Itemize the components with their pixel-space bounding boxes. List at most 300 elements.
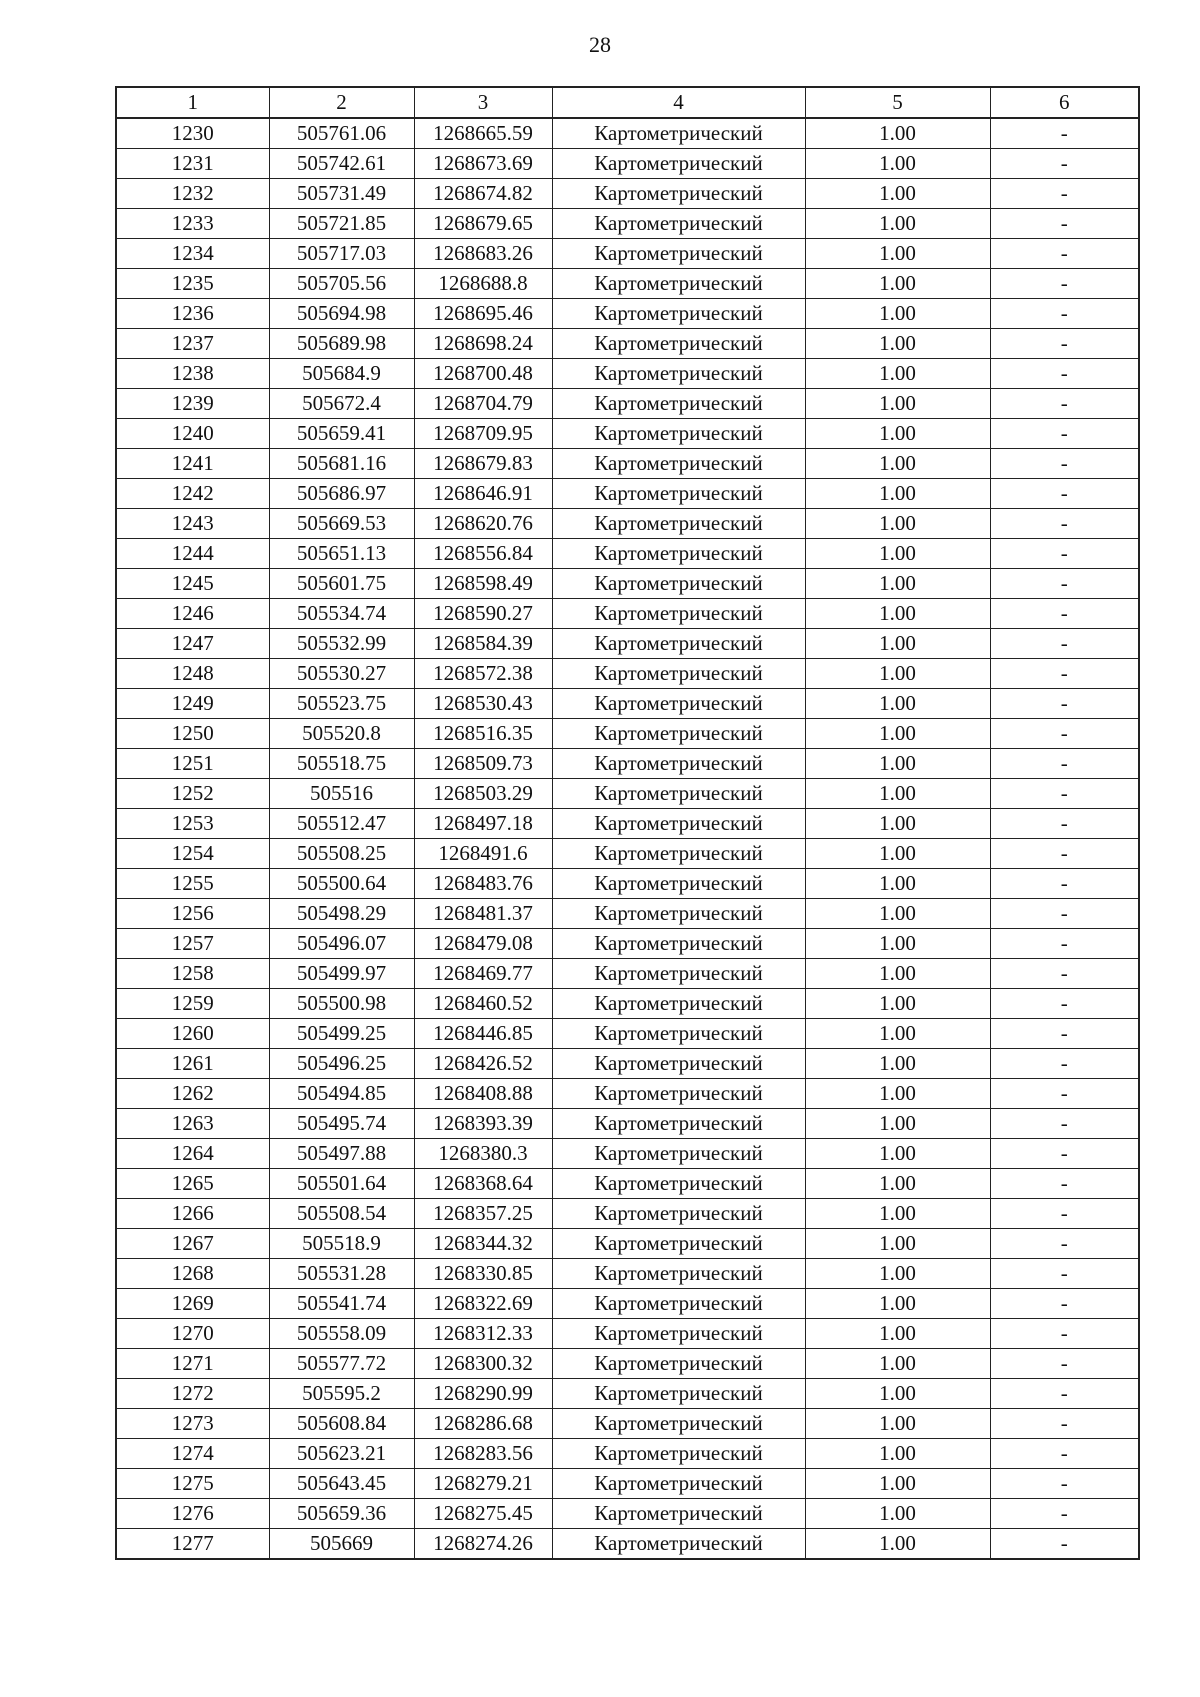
method-cell: Картометрический [552,1469,805,1499]
x-coordinate-cell: 505705.56 [269,269,414,299]
point-number-cell: 1251 [116,749,269,779]
point-number-cell: 1246 [116,599,269,629]
point-number-cell: 1239 [116,389,269,419]
x-coordinate-cell: 505498.29 [269,899,414,929]
method-cell: Картометрический [552,1049,805,1079]
note-cell: - [990,809,1139,839]
table-row [116,329,1139,359]
method-cell: Картометрический [552,1079,805,1109]
note-cell: - [990,209,1139,239]
method-cell: Картометрический [552,839,805,869]
point-number-cell: 1259 [116,989,269,1019]
point-number-cell: 1268 [116,1259,269,1289]
y-coordinate-cell: 1268446.85 [414,1019,552,1049]
point-number-cell: 1267 [116,1229,269,1259]
method-cell: Картометрический [552,1319,805,1349]
table-row [116,209,1139,239]
table-row [116,1529,1139,1560]
accuracy-cell: 1.00 [805,1079,990,1109]
table-row [116,449,1139,479]
note-cell: - [990,269,1139,299]
y-coordinate-cell: 1268380.3 [414,1139,552,1169]
x-coordinate-cell: 505530.27 [269,659,414,689]
note-cell: - [990,239,1139,269]
note-cell: - [990,118,1139,149]
table-row [116,149,1139,179]
table-row [116,659,1139,689]
note-cell: - [990,419,1139,449]
y-coordinate-cell: 1268479.08 [414,929,552,959]
table-row [116,1319,1139,1349]
table-row [116,1259,1139,1289]
y-coordinate-cell: 1268683.26 [414,239,552,269]
x-coordinate-cell: 505577.72 [269,1349,414,1379]
method-cell: Картометрический [552,629,805,659]
method-cell: Картометрический [552,1259,805,1289]
accuracy-cell: 1.00 [805,989,990,1019]
x-coordinate-cell: 505496.07 [269,929,414,959]
x-coordinate-cell: 505496.25 [269,1049,414,1079]
method-cell: Картометрический [552,1499,805,1529]
point-number-cell: 1276 [116,1499,269,1529]
method-cell: Картометрический [552,599,805,629]
y-coordinate-cell: 1268572.38 [414,659,552,689]
point-number-cell: 1254 [116,839,269,869]
table-row [116,1019,1139,1049]
accuracy-cell: 1.00 [805,118,990,149]
point-number-cell: 1241 [116,449,269,479]
method-cell: Картометрический [552,269,805,299]
note-cell: - [990,299,1139,329]
table-header [116,87,1139,118]
x-coordinate-cell: 505643.45 [269,1469,414,1499]
method-cell: Картометрический [552,779,805,809]
point-number-cell: 1257 [116,929,269,959]
method-cell: Картометрический [552,479,805,509]
table-row [116,1379,1139,1409]
accuracy-cell: 1.00 [805,1199,990,1229]
x-coordinate-cell: 505595.2 [269,1379,414,1409]
note-cell: - [990,1319,1139,1349]
table-row [116,749,1139,779]
note-cell: - [990,1439,1139,1469]
accuracy-cell: 1.00 [805,539,990,569]
note-cell: - [990,449,1139,479]
method-cell: Картометрический [552,1439,805,1469]
y-coordinate-cell: 1268279.21 [414,1469,552,1499]
method-cell: Картометрический [552,329,805,359]
x-coordinate-cell: 505501.64 [269,1169,414,1199]
table-row [116,689,1139,719]
note-cell: - [990,1379,1139,1409]
y-coordinate-cell: 1268322.69 [414,1289,552,1319]
table-row [116,1469,1139,1499]
note-cell: - [990,1499,1139,1529]
x-coordinate-cell: 505497.88 [269,1139,414,1169]
table-row [116,118,1139,149]
note-cell: - [990,959,1139,989]
y-coordinate-cell: 1268709.95 [414,419,552,449]
point-number-cell: 1243 [116,509,269,539]
method-cell: Картометрический [552,299,805,329]
method-cell: Картометрический [552,899,805,929]
method-cell: Картометрический [552,359,805,389]
table-row [116,509,1139,539]
accuracy-cell: 1.00 [805,479,990,509]
accuracy-cell: 1.00 [805,329,990,359]
point-number-cell: 1237 [116,329,269,359]
point-number-cell: 1233 [116,209,269,239]
y-coordinate-cell: 1268274.26 [414,1529,552,1560]
note-cell: - [990,1139,1139,1169]
method-cell: Картометрический [552,809,805,839]
x-coordinate-cell: 505689.98 [269,329,414,359]
y-coordinate-cell: 1268286.68 [414,1409,552,1439]
table-body [116,118,1139,1559]
x-coordinate-cell: 505608.84 [269,1409,414,1439]
y-coordinate-cell: 1268426.52 [414,1049,552,1079]
method-cell: Картометрический [552,1379,805,1409]
method-cell: Картометрический [552,1289,805,1319]
note-cell: - [990,1259,1139,1289]
accuracy-cell: 1.00 [805,779,990,809]
table-row [116,179,1139,209]
x-coordinate-cell: 505520.8 [269,719,414,749]
y-coordinate-cell: 1268674.82 [414,179,552,209]
x-coordinate-cell: 505601.75 [269,569,414,599]
table-row [116,1499,1139,1529]
table-row [116,1169,1139,1199]
accuracy-cell: 1.00 [805,569,990,599]
accuracy-cell: 1.00 [805,689,990,719]
point-number-cell: 1269 [116,1289,269,1319]
method-cell: Картометрический [552,1229,805,1259]
accuracy-cell: 1.00 [805,419,990,449]
point-number-cell: 1262 [116,1079,269,1109]
y-coordinate-cell: 1268509.73 [414,749,552,779]
y-coordinate-cell: 1268530.43 [414,689,552,719]
accuracy-cell: 1.00 [805,1049,990,1079]
y-coordinate-cell: 1268673.69 [414,149,552,179]
method-cell: Картометрический [552,209,805,239]
point-number-cell: 1235 [116,269,269,299]
note-cell: - [990,839,1139,869]
y-coordinate-cell: 1268283.56 [414,1439,552,1469]
x-coordinate-cell: 505508.25 [269,839,414,869]
x-coordinate-cell: 505669.53 [269,509,414,539]
y-coordinate-cell: 1268300.32 [414,1349,552,1379]
note-cell: - [990,1469,1139,1499]
note-cell: - [990,509,1139,539]
method-cell: Картометрический [552,1349,805,1379]
accuracy-cell: 1.00 [805,869,990,899]
x-coordinate-cell: 505669 [269,1529,414,1560]
point-number-cell: 1248 [116,659,269,689]
table-row [116,359,1139,389]
accuracy-cell: 1.00 [805,239,990,269]
point-number-cell: 1249 [116,689,269,719]
method-cell: Картометрический [552,569,805,599]
table-row [116,599,1139,629]
y-coordinate-cell: 1268590.27 [414,599,552,629]
table-row [116,1439,1139,1469]
note-cell: - [990,899,1139,929]
point-number-cell: 1273 [116,1409,269,1439]
note-cell: - [990,149,1139,179]
method-cell: Картометрический [552,1139,805,1169]
point-number-cell: 1242 [116,479,269,509]
table-row [116,239,1139,269]
x-coordinate-cell: 505651.13 [269,539,414,569]
y-coordinate-cell: 1268290.99 [414,1379,552,1409]
x-coordinate-cell: 505659.41 [269,419,414,449]
accuracy-cell: 1.00 [805,839,990,869]
table-row [116,839,1139,869]
x-coordinate-cell: 505541.74 [269,1289,414,1319]
y-coordinate-cell: 1268393.39 [414,1109,552,1139]
note-cell: - [990,539,1139,569]
y-coordinate-cell: 1268368.64 [414,1169,552,1199]
method-cell: Картометрический [552,1409,805,1439]
point-number-cell: 1231 [116,149,269,179]
x-coordinate-cell: 505495.74 [269,1109,414,1139]
table-row [116,869,1139,899]
table-row [116,629,1139,659]
y-coordinate-cell: 1268556.84 [414,539,552,569]
accuracy-cell: 1.00 [805,179,990,209]
note-cell: - [990,569,1139,599]
method-cell: Картометрический [552,929,805,959]
table-row [116,1409,1139,1439]
accuracy-cell: 1.00 [805,1289,990,1319]
x-coordinate-cell: 505512.47 [269,809,414,839]
table-row [116,809,1139,839]
table-row [116,299,1139,329]
note-cell: - [990,719,1139,749]
column-header: 4 [552,87,805,118]
x-coordinate-cell: 505659.36 [269,1499,414,1529]
accuracy-cell: 1.00 [805,1259,990,1289]
point-number-cell: 1272 [116,1379,269,1409]
accuracy-cell: 1.00 [805,1109,990,1139]
accuracy-cell: 1.00 [805,1469,990,1499]
x-coordinate-cell: 505721.85 [269,209,414,239]
note-cell: - [990,869,1139,899]
point-number-cell: 1250 [116,719,269,749]
y-coordinate-cell: 1268516.35 [414,719,552,749]
point-number-cell: 1240 [116,419,269,449]
table-row [116,719,1139,749]
note-cell: - [990,929,1139,959]
method-cell: Картометрический [552,1109,805,1139]
table-row [116,929,1139,959]
point-number-cell: 1261 [116,1049,269,1079]
point-number-cell: 1255 [116,869,269,899]
method-cell: Картометрический [552,118,805,149]
table-row [116,1289,1139,1319]
point-number-cell: 1252 [116,779,269,809]
method-cell: Картометрический [552,1169,805,1199]
table-row [116,1079,1139,1109]
note-cell: - [990,1289,1139,1319]
x-coordinate-cell: 505672.4 [269,389,414,419]
column-header: 3 [414,87,552,118]
point-number-cell: 1238 [116,359,269,389]
accuracy-cell: 1.00 [805,599,990,629]
table-row [116,569,1139,599]
point-number-cell: 1271 [116,1349,269,1379]
table-row [116,899,1139,929]
column-header: 2 [269,87,414,118]
table-row [116,1199,1139,1229]
x-coordinate-cell: 505523.75 [269,689,414,719]
point-number-cell: 1266 [116,1199,269,1229]
point-number-cell: 1263 [116,1109,269,1139]
method-cell: Картометрический [552,449,805,479]
y-coordinate-cell: 1268330.85 [414,1259,552,1289]
y-coordinate-cell: 1268646.91 [414,479,552,509]
y-coordinate-cell: 1268698.24 [414,329,552,359]
table-row [116,1349,1139,1379]
accuracy-cell: 1.00 [805,1019,990,1049]
accuracy-cell: 1.00 [805,509,990,539]
y-coordinate-cell: 1268460.52 [414,989,552,1019]
point-number-cell: 1232 [116,179,269,209]
x-coordinate-cell: 505532.99 [269,629,414,659]
table-row [116,779,1139,809]
method-cell: Картометрический [552,749,805,779]
accuracy-cell: 1.00 [805,1349,990,1379]
y-coordinate-cell: 1268312.33 [414,1319,552,1349]
method-cell: Картометрический [552,1019,805,1049]
x-coordinate-cell: 505623.21 [269,1439,414,1469]
note-cell: - [990,1079,1139,1109]
note-cell: - [990,1229,1139,1259]
accuracy-cell: 1.00 [805,359,990,389]
table-row [116,419,1139,449]
point-number-cell: 1274 [116,1439,269,1469]
accuracy-cell: 1.00 [805,449,990,479]
method-cell: Картометрический [552,689,805,719]
x-coordinate-cell: 505518.75 [269,749,414,779]
y-coordinate-cell: 1268483.76 [414,869,552,899]
note-cell: - [990,359,1139,389]
note-cell: - [990,1109,1139,1139]
method-cell: Картометрический [552,869,805,899]
method-cell: Картометрический [552,509,805,539]
table-row [116,1139,1139,1169]
y-coordinate-cell: 1268700.48 [414,359,552,389]
note-cell: - [990,1199,1139,1229]
accuracy-cell: 1.00 [805,749,990,779]
note-cell: - [990,1019,1139,1049]
y-coordinate-cell: 1268584.39 [414,629,552,659]
accuracy-cell: 1.00 [805,809,990,839]
point-number-cell: 1253 [116,809,269,839]
x-coordinate-cell: 505558.09 [269,1319,414,1349]
y-coordinate-cell: 1268688.8 [414,269,552,299]
accuracy-cell: 1.00 [805,1409,990,1439]
x-coordinate-cell: 505518.9 [269,1229,414,1259]
note-cell: - [990,389,1139,419]
point-number-cell: 1265 [116,1169,269,1199]
method-cell: Картометрический [552,149,805,179]
accuracy-cell: 1.00 [805,209,990,239]
y-coordinate-cell: 1268665.59 [414,118,552,149]
accuracy-cell: 1.00 [805,1319,990,1349]
table-row [116,989,1139,1019]
accuracy-cell: 1.00 [805,899,990,929]
accuracy-cell: 1.00 [805,1229,990,1259]
accuracy-cell: 1.00 [805,1529,990,1560]
x-coordinate-cell: 505761.06 [269,118,414,149]
y-coordinate-cell: 1268357.25 [414,1199,552,1229]
y-coordinate-cell: 1268491.6 [414,839,552,869]
method-cell: Картометрический [552,1199,805,1229]
method-cell: Картометрический [552,389,805,419]
x-coordinate-cell: 505499.25 [269,1019,414,1049]
x-coordinate-cell: 505494.85 [269,1079,414,1109]
accuracy-cell: 1.00 [805,929,990,959]
table-row [116,1109,1139,1139]
point-number-cell: 1245 [116,569,269,599]
table-row [116,1049,1139,1079]
x-coordinate-cell: 505534.74 [269,599,414,629]
note-cell: - [990,779,1139,809]
accuracy-cell: 1.00 [805,269,990,299]
note-cell: - [990,659,1139,689]
point-number-cell: 1256 [116,899,269,929]
x-coordinate-cell: 505742.61 [269,149,414,179]
accuracy-cell: 1.00 [805,719,990,749]
y-coordinate-cell: 1268408.88 [414,1079,552,1109]
y-coordinate-cell: 1268704.79 [414,389,552,419]
method-cell: Картометрический [552,179,805,209]
x-coordinate-cell: 505500.64 [269,869,414,899]
page-number: 28 [589,32,611,57]
point-number-cell: 1264 [116,1139,269,1169]
x-coordinate-cell: 505694.98 [269,299,414,329]
y-coordinate-cell: 1268620.76 [414,509,552,539]
note-cell: - [990,479,1139,509]
note-cell: - [990,629,1139,659]
accuracy-cell: 1.00 [805,1379,990,1409]
accuracy-cell: 1.00 [805,629,990,659]
table-row [116,959,1139,989]
y-coordinate-cell: 1268695.46 [414,299,552,329]
method-cell: Картометрический [552,239,805,269]
accuracy-cell: 1.00 [805,1439,990,1469]
x-coordinate-cell: 505731.49 [269,179,414,209]
column-header: 5 [805,87,990,118]
note-cell: - [990,329,1139,359]
accuracy-cell: 1.00 [805,1139,990,1169]
y-coordinate-cell: 1268503.29 [414,779,552,809]
column-header: 6 [990,87,1139,118]
accuracy-cell: 1.00 [805,1499,990,1529]
accuracy-cell: 1.00 [805,1169,990,1199]
y-coordinate-cell: 1268598.49 [414,569,552,599]
note-cell: - [990,689,1139,719]
accuracy-cell: 1.00 [805,149,990,179]
point-number-cell: 1230 [116,118,269,149]
method-cell: Картометрический [552,959,805,989]
table-row [116,539,1139,569]
table-row [116,269,1139,299]
note-cell: - [990,989,1139,1019]
x-coordinate-cell: 505681.16 [269,449,414,479]
method-cell: Картометрический [552,659,805,689]
